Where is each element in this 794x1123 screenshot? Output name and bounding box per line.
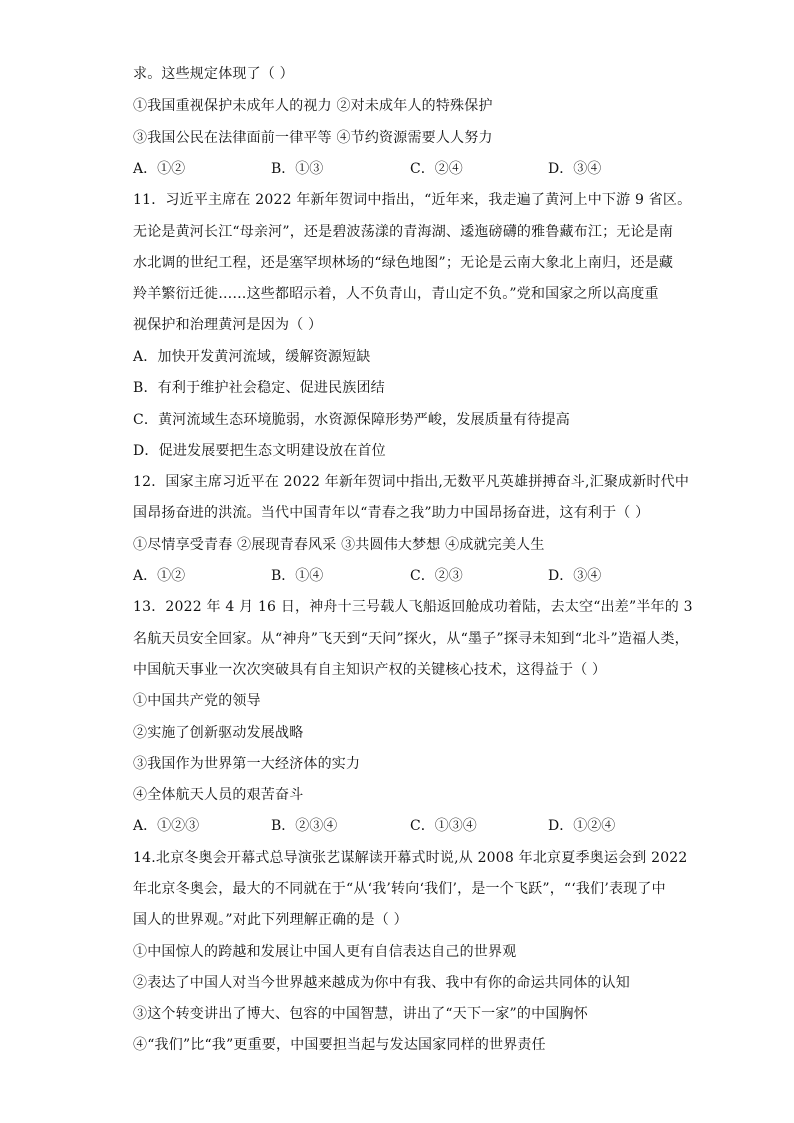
option-b: B．②③④ [271,818,338,834]
q14-statement-1: ①中国惊人的跨越和发展让中国人更有自信表达自己的世界观 [133,944,517,960]
option-d: D．①②④ [548,818,616,834]
option-d: D．③④ [548,568,602,584]
q10-stem-end: 求。这些规定体现了（ ） [133,66,294,82]
option-c: C．②④ [410,161,463,177]
q11-option-b: B．有利于维护社会稳定、促进民族团结 [133,380,385,396]
q11-option-c: C．黄河流域生态环境脆弱，水资源保障形势严峻，发展质量有待提高 [133,412,570,428]
q14-statement-2: ②表达了中国人对当今世界越来越成为你中有我、我中有你的命运共同体的认知 [133,975,630,991]
q13-stem-line-1: 13．2022 年 4 月 16 日，神舟十三号载人飞船返回舱成功着陆，去太空“出差”半年的 3 [133,599,693,615]
q13-statement-1: ①中国共产党的领导 [133,693,261,709]
q13-stem-line-2: 名航天员安全回家。从“神舟”飞天到“天问”探火，从“墨子”探寻未知到“北斗”造福人类， [133,631,689,647]
q10-statements-3-4: ③我国公民在法律面前一律平等 ④节约资源需要人人努力 [133,130,493,146]
option-d: D．③④ [548,161,602,177]
q14-statement-4: ④“我们”比“我”更重要，中国要担当起与发达国家同样的世界责任 [133,1037,546,1053]
q11-stem-line-3: 水北调的世纪工程，还是塞罕坝林场的“绿色地图”；无论是云南大象北上南归，还是藏 [133,255,674,271]
q13-statement-3: ③我国作为世界第一大经济体的实力 [133,756,361,772]
option-c: C．②③ [410,568,463,584]
option-b: B．①④ [271,568,324,584]
q14-stem-line-1: 14.北京冬奥会开幕式总导演张艺谋解读开幕式时说,从 2008 年北京夏季奥运会到 2022 [133,850,688,866]
q13-stem-line-3: 中国航天事业一次次突破具有自主知识产权的关键核心技术，这得益于（ ） [133,662,607,678]
q13-statement-2: ②实施了创新驱动发展战略 [133,725,304,741]
q11-stem-line-2: 无论是黄河长江“母亲河”，还是碧波荡漾的青海湖、逶迤磅礴的雅鲁藏布江；无论是南 [133,224,674,240]
option-c: C．①③④ [410,818,477,834]
q11-stem-line-1: 11．习近平主席在 2022 年新年贺词中指出，“近年来，我走遍了黄河上中下游 9 省区。 [133,192,692,208]
q11-option-a: A．加快开发黄河流域，缓解资源短缺 [133,349,371,365]
q11-stem-line-4: 羚羊繁衍迁徙……这些都昭示着，人不负青山，青山定不负。”党和国家之所以高度重 [133,286,659,302]
option-a: A．①② [133,568,186,584]
q12-stem-line-1: 12．国家主席习近平在 2022 年新年贺词中指出,无数平凡英雄拼搏奋斗,汇聚成新时代中 [133,474,690,490]
q13-statement-4: ④全体航天人员的艰苦奋斗 [133,787,304,803]
option-b: B．①③ [271,161,324,177]
q14-statement-3: ③这个转变讲出了博大、包容的中国智慧，讲出了“天下一家”的中国胸怀 [133,1006,588,1022]
q14-stem-line-2: 年北京冬奥会，最大的不同就在于“从‘我’转向‘我们’，是一个飞跃”，“‘我们’表现了中 [133,881,666,897]
q12-statements: ①尽情享受青春 ②展现青春风采 ③共圆伟大梦想 ④成就完美人生 [133,537,545,553]
q12-stem-line-2: 国昂扬奋进的洪流。当代中国青年以“青春之我”助力中国昂扬奋进，这有利于（ ） [133,505,650,521]
option-a: A．①②③ [133,818,200,834]
q14-stem-line-3: 国人的世界观。”对此下列理解正确的是（ ） [133,912,408,928]
option-a: A．①② [133,161,186,177]
q10-statements-1-2: ①我国重视保护未成年人的视力 ②对未成年人的特殊保护 [133,98,493,114]
q11-stem-line-5: 视保护和治理黄河是因为（ ） [133,317,323,333]
q11-option-d: D．促进发展要把生态文明建设放在首位 [133,443,386,459]
